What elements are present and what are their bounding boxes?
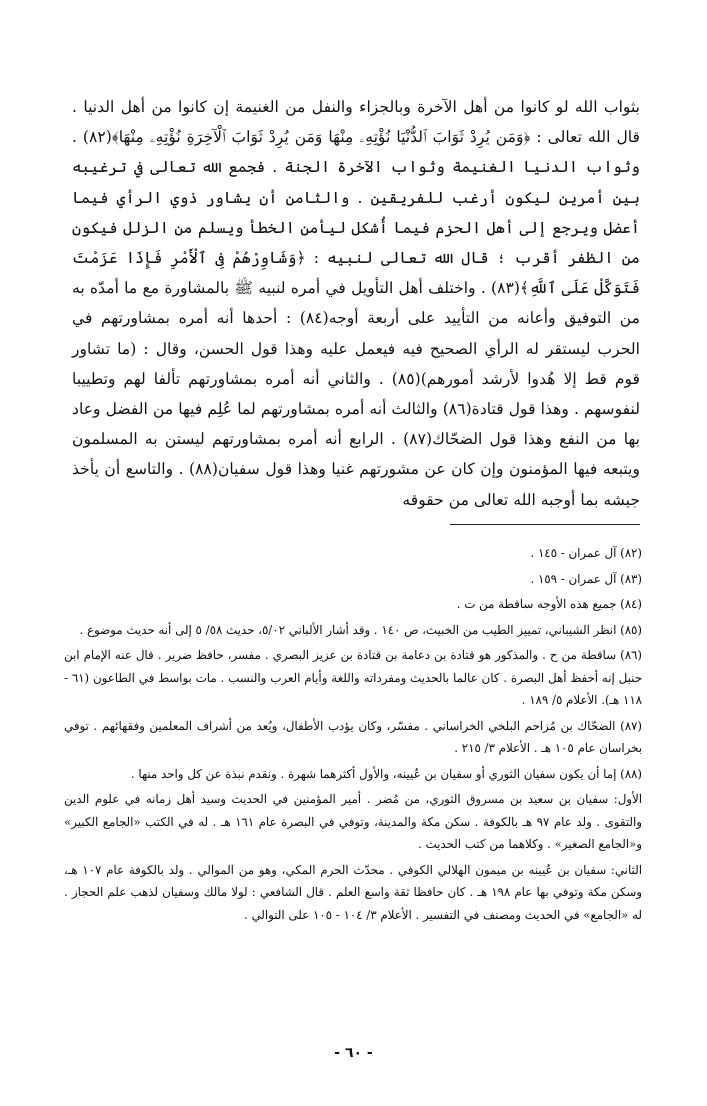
- footnotes-list: [64, 542, 642, 929]
- footnote-88-first: الأول: سفيان بن سعيد بن مسروق الثوري، من مُضر . أمير المؤمنين في الحديث وسيد أهل زمانه في علوم الدين والتقوى . ولد عام ٩٧ هـ بالكوفة . سكن مكة والمدينة، وتوفي في البصرة عام ١٦١ هـ . له في الكتب «الجامع الكبير» و«الجامع الصغير» . وكلاهما من كتب الحديث .: [64, 792, 642, 851]
- footnote-separator: [450, 524, 640, 525]
- footnote-88-intro: (٨٨) إما أن يكون سفيان الثوري أو سفيان بن عُيينه، والأول أكثرهما شهرة . ونقدم نبذة عن كل واحد منها .: [130, 766, 642, 781]
- footnote-88-second: الثاني: سفيان بن عُيينه بن ميمون الهلالي الكوفي . محدّث الحرم المكي، وهو من الموالي . ولد بالكوفة عام ١٠٧ هـ، وسكن مكة وتوفي بها عام ١٩٨ هـ . كان حافظا ثقة واسع العلم . قال الشافعي : لولا مالك وسفيان لذهب علم الحجاز . له «الجامع» في الحديث ومصنف في التفسير . الأعلام ٣/ ١٠٤ - ١٠٥ على التوالي .: [64, 862, 642, 922]
- footnote-83: (٨٣) آل عمران - ١٥٩ .: [530, 571, 642, 586]
- main-text-block: [72, 92, 640, 515]
- main-paragraph: بثواب الله لو كانوا من أهل الآخرة وبالجزاء والنفل من الغنيمة إن كانوا من أهل الدنيا . قال الله تعالى : ﴿وَمَن يُرِدْ ثَوَابَ ٱلدُّنْيَا نُؤْتِهِۦ مِنْهَا وَمَن يُرِدْ ثَوَابَ ٱلْآخِرَةِ نُؤْتِهِۦ مِنْهَا﴾(٨٢) . وثواب الدنيا الغنيمة وثواب الآخرة الجنة . فجمع الله تعالى في ترغيبه بين أمرين ليكون أرغب للفريقين . والثامن أن يشاور ذوي الرأي فيما أعضل ويرجع إلى أهل الحزم فيما أُشكل ليأمن الخطأ ويسلم من الزلل فيكون من الظفر أقرب ؛ قال الله تعالى لنبيه : ﴿وَشَاوِرْهُمْ فِى ٱلْأَمْرِ فَإِذَا عَزَمْتَ فَتَوَكَّلْ عَلَى ٱللَّهِ﴾(٨٣) . واختلف أهل التأويل في أمره لنبيه ﷺ بالمشاورة مع ما أمدّه به من التوفيق وأعانه من التأييد على أربعة أوجه(٨٤) : أحدها أنه أمره بمشاورتهم في الحرب ليستقر له الرأي الصحيح فيه فيعمل عليه وهذا قول الحسن، وقال : (ما تشاور قوم قط إلا هُدوا لأرشد أمورهم)(٨٥) . والثاني أنه أمره بمشاورتهم تألفا لهم وتطييبا لنفوسهم . وهذا قول قتادة(٨٦) والثالث أنه أمره بمشاورتهم لما عُلِم فيها من الفضل وعاد بها من النفع وهذا قول الضحّاك(٨٧) . الرابع أنه أمره بمشاورتهم ليستن به المسلمون ويتبعه فيها المؤمنون وإن كان عن مشورتهم غنيا وهذا قول سفيان(٨٨) . والتاسع أن يأخذ جيشه بما أوجبه الله تعالى من حقوقه: [72, 98, 641, 509]
- page-number: - ٦٠ -: [334, 1045, 373, 1061]
- footnote-87: (٨٧) الضحّاك بن مُزاحم البلخي الخراساني . مفسّر، وكان يؤدب الأطفال، ويُعد من أشراف المعلمين وفقهائهم . توفي بخراسان عام ١٠٥ هـ . الأعلام ٣/ ٢١٥ .: [64, 718, 642, 755]
- footnote-84: (٨٤) جميع هذه الأوجه ساقطة من ت .: [456, 597, 642, 611]
- footnote-85: (٨٥) انظر الشيباني، تمييز الطيب من الخبيث، ص ١٤٠ . وقد أشار الألباني ٥/٠٢، حديث ٥٨/ ٥ إلى أنه حديث موضوع .: [79, 622, 642, 637]
- footnote-86: (٨٦) ساقطة من ح . والمذكور هو قتادة بن دعامة بن قتادة بن عزيز البصري . مفسر، حافظ ضرير . قال عنه الإمام ابن حنبل إنه أحفظ أهل البصرة . كان عالما بالحديث ومفرداته واللغة وأيام العرب والنسب . مات بواسط في الطاعون (٦١ - ١١٨ هـ). الأعلام ٥/ ١٨٩ .: [64, 648, 642, 707]
- footnote-82: (٨٢) آل عمران - ١٤٥ .: [530, 546, 642, 560]
